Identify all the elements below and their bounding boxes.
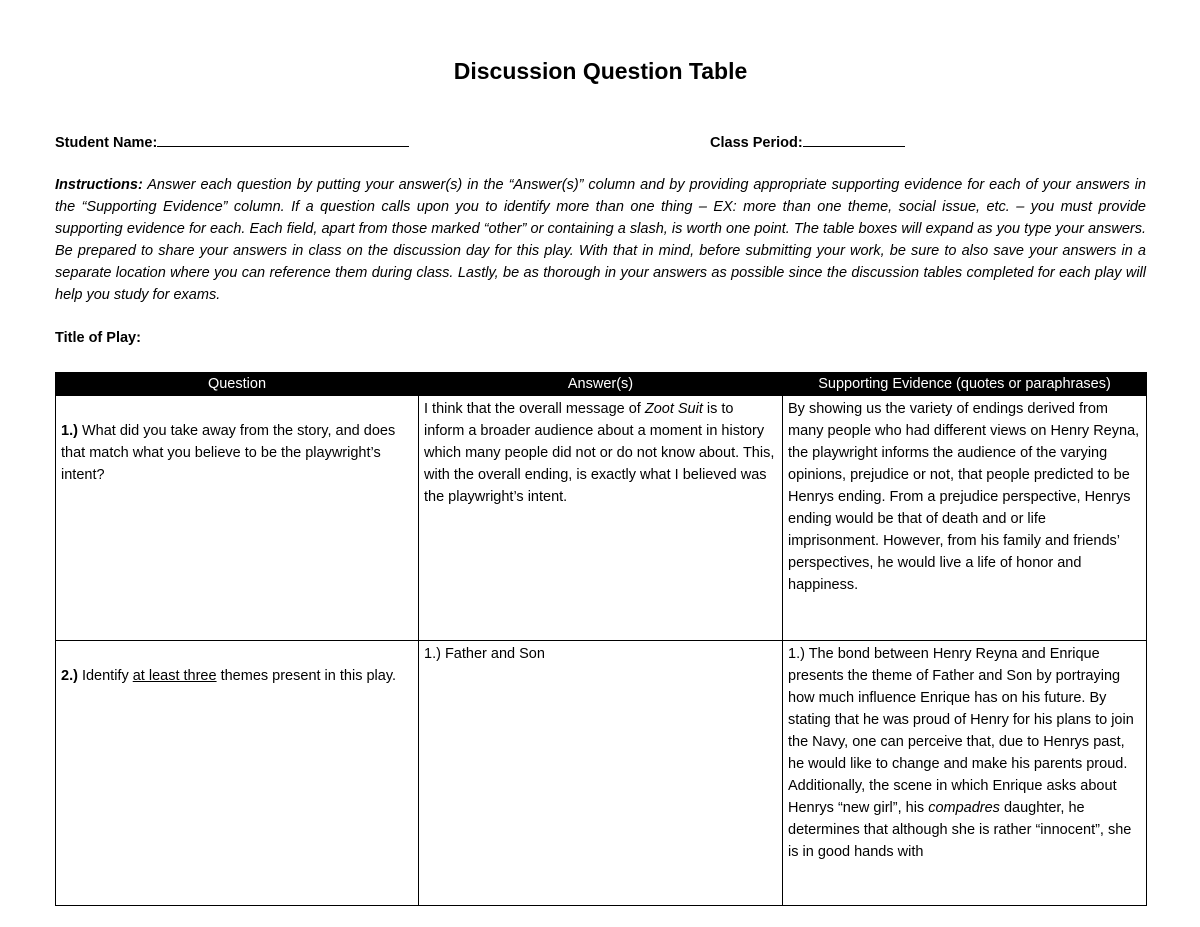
answer-cell[interactable] [419, 641, 783, 906]
evidence-italic: compadres [928, 800, 1000, 816]
evidence-cell[interactable] [783, 641, 1147, 906]
header-question: Question [56, 373, 419, 396]
table-header-row [56, 373, 1147, 396]
class-period-blank[interactable] [803, 131, 905, 147]
answer-text-cont: is to inform a broader audience about a moment in history which many people did not or do not know about. This, with the overall ending, is exactly what I believed was the playwright’s intent. [424, 401, 775, 505]
question-underline: at least three [132, 668, 217, 684]
answer-text: 1.) Father and Son [424, 646, 545, 662]
question-number: 1.) [61, 423, 78, 439]
answer-cell[interactable] [419, 396, 783, 641]
evidence-text-cont: daughter, he determines that although she is rather “innocent”, she is in good hands with [788, 800, 1132, 860]
question-text-cont: themes present in this play. [216, 668, 397, 684]
document-title: Discussion Question Table [453, 58, 748, 84]
title-of-play-label: Title of Play: [55, 330, 141, 346]
instructions-lead: Instructions: [55, 177, 143, 193]
student-name-label: Student Name: [55, 135, 158, 151]
class-period-field[interactable] [710, 131, 905, 151]
student-name-field[interactable] [55, 131, 409, 151]
answer-text: I think that the overall message of [424, 401, 645, 417]
instructions [55, 174, 1146, 306]
table-row [56, 641, 1147, 906]
question-cell [56, 641, 419, 906]
evidence-text: By showing us the variety of endings derived from many people who had different views on Henry Reyna, the playwright informs the audience of the varying opinions, prejudice or not, that people predicted to be Henrys ending. From a prejudice perspective, Henrys ending would be that of death and or life imprisonment. However, from his family and friends’ perspectives, he would live a life of honor and happiness. [788, 401, 1140, 593]
question-text: What did you take away from the story, and does that match what you believe to be the playwright’s intent? [61, 423, 396, 483]
instructions-text: Answer each question by putting your answer(s) in the “Answer(s)” column and by providing appropriate supporting evidence for each of your answers in the “Supporting Evidence” column. If a question calls upon you to identify more than one thing – EX: more than one theme, social issue, etc. – you must provide supporting evidence for each. Each field, apart from those marked “other” or containing a slash, is worth one point. The table boxes will expand as you type your answers. Be prepared to share your answers in class on the discussion day for this play. With that in mind, before submitting your work, be sure to also save your answers in a separate location where you can reference them during class. Lastly, be as thorough in your answers as possible since the discussion tables completed for each play will help you study for exams. [55, 177, 1146, 303]
answer-italic-title: Zoot Suit [644, 401, 703, 417]
header-evidence: Supporting Evidence (quotes or paraphrases) [783, 373, 1147, 396]
student-name-blank[interactable] [157, 131, 409, 147]
header-answers: Answer(s) [419, 373, 783, 396]
question-text: Identify [81, 668, 133, 684]
table-row [56, 396, 1147, 641]
question-number: 2.) [61, 668, 78, 684]
evidence-text: 1.) The bond between Henry Reyna and Enrique presents the theme of Father and Son by portraying how much influence Enrique has on his future. By stating that he was proud of Henry for his plans to join the Navy, one can perceive that, due to Henrys past, he would like to change and make his parents proud. Additionally, the scene in which Enrique asks about Henrys “new girl”, his [788, 646, 1134, 816]
class-period-label: Class Period: [710, 135, 803, 151]
discussion-table [55, 372, 1147, 906]
question-cell [56, 396, 419, 641]
evidence-cell[interactable] [783, 396, 1147, 641]
